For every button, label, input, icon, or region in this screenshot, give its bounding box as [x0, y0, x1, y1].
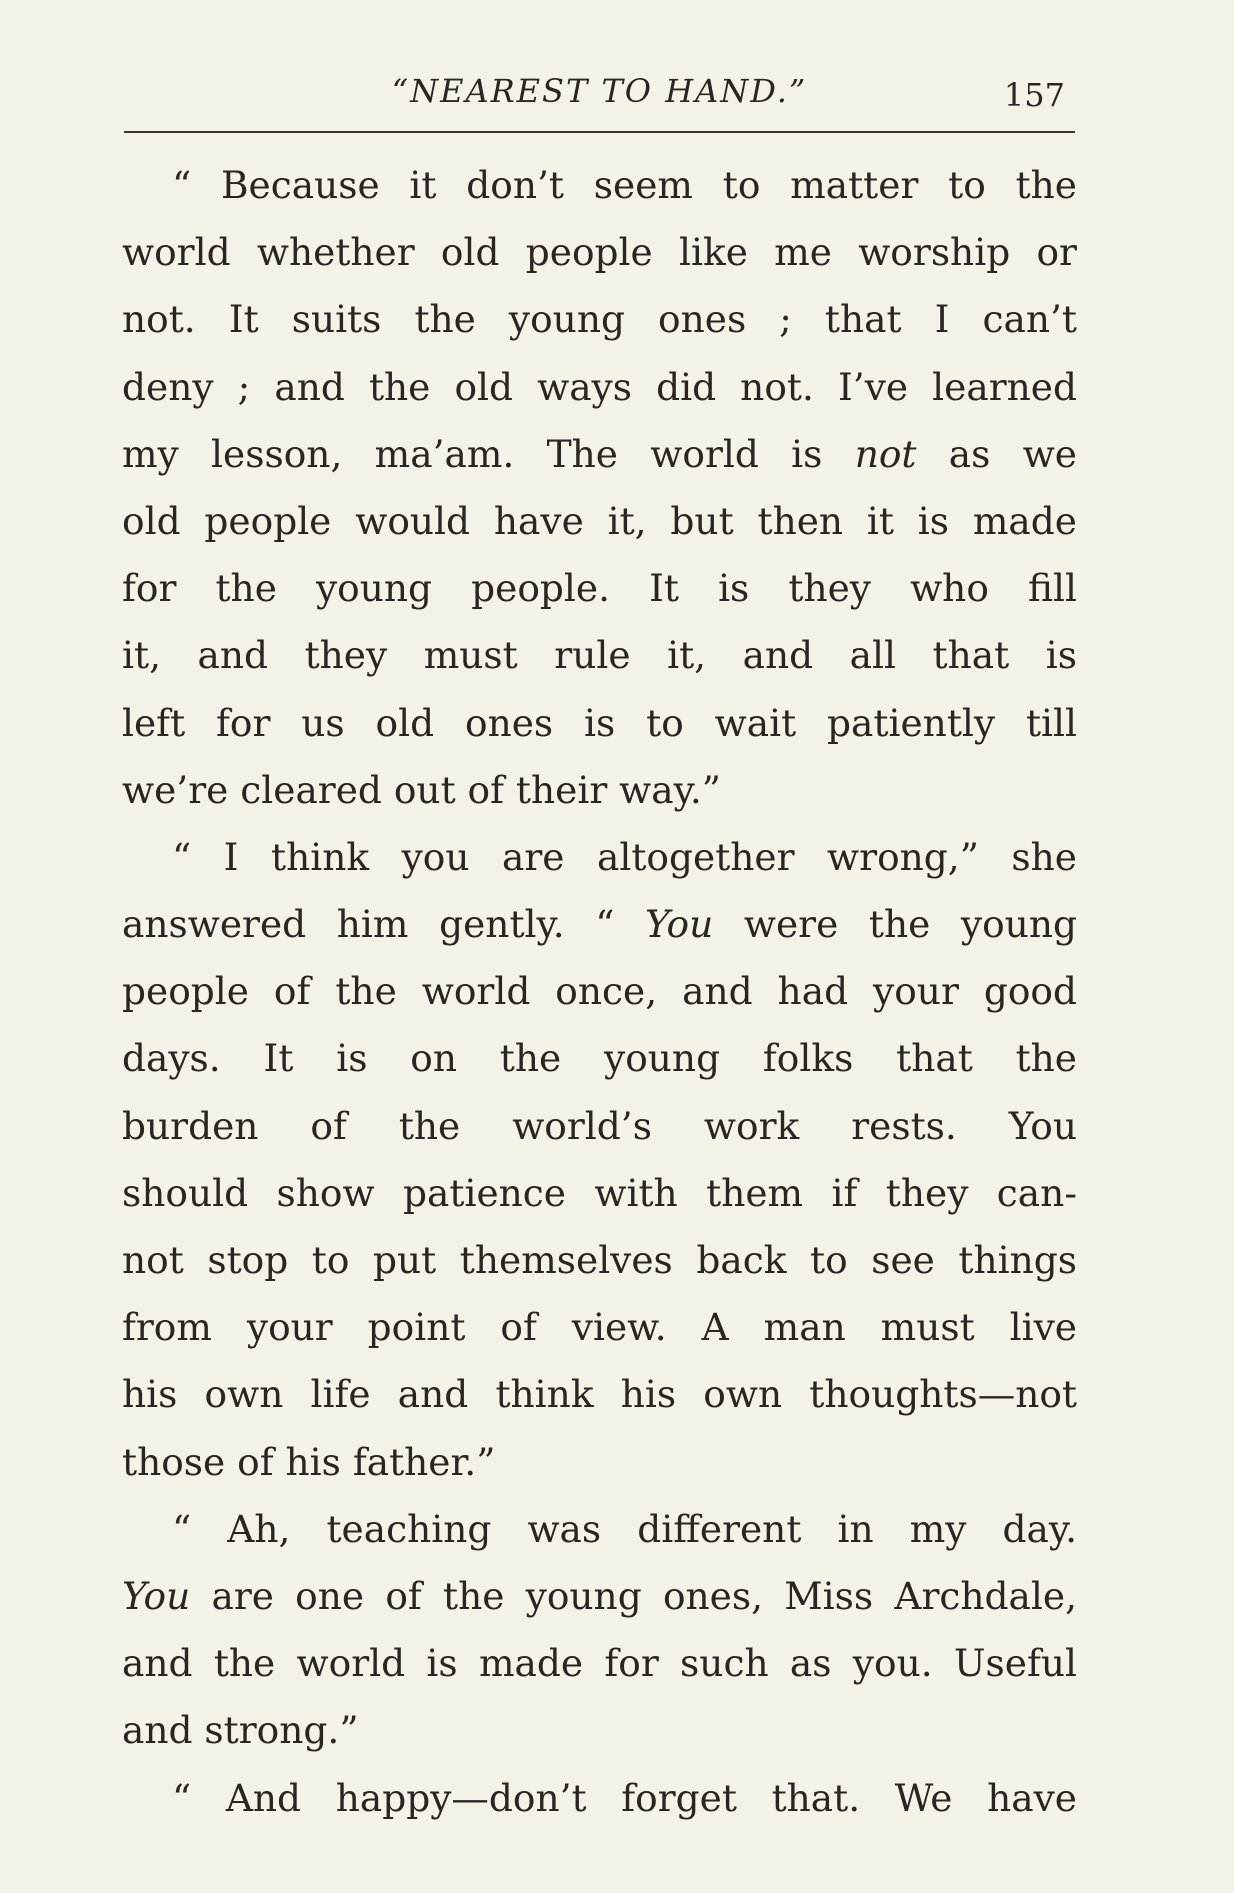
text-segment: answered him gently. “ [122, 902, 646, 947]
text-line: left for us old ones is to wait patiently till [122, 700, 1077, 745]
running-head [122, 72, 1077, 122]
text-line: it, and they must rule it, and all that is [122, 633, 1077, 678]
text-line: those of his father.” [122, 1439, 496, 1484]
italic-emphasis: not [854, 431, 917, 476]
text-line: “ I think you are altogether wrong,” she [172, 834, 1077, 879]
text-line: and strong.” [122, 1708, 359, 1753]
text-segment: as we [916, 431, 1077, 476]
text-line [122, 421, 1077, 488]
text-segment: my lesson, ma’am. The world is [122, 431, 855, 476]
body-text [122, 152, 1077, 1832]
text-line: days. It is on the young folks that the [122, 1036, 1077, 1081]
text-line: and the world is made for such as you. Useful [122, 1641, 1077, 1686]
text-line: not. It suits the young ones ; that I can’t [122, 297, 1077, 342]
text-line: people of the world once, and had your good [122, 969, 1077, 1014]
text-line: “ Because it don’t seem to matter to the [172, 163, 1077, 207]
text-line: “ And happy—don’t forget that. We have [172, 1775, 1077, 1820]
text-line: for the young people. It is they who fill [122, 566, 1077, 611]
text-line [122, 891, 1077, 958]
running-title: “NEAREST TO HAND.” [391, 72, 808, 110]
text-line: world whether old people like me worship or [122, 230, 1077, 275]
page-number: 157 [1003, 76, 1065, 114]
text-line [122, 1563, 1077, 1630]
header-rule [124, 131, 1075, 133]
text-line: “ Ah, teaching was different in my day. [172, 1506, 1077, 1551]
text-line: his own life and think his own thoughts—not [122, 1372, 1077, 1417]
text-line: burden of the world’s work rests. You [122, 1103, 1077, 1148]
text-line: old people would have it, but then it is made [122, 498, 1077, 543]
text-line: should show patience with them if they can- [122, 1170, 1077, 1215]
text-segment: are one of the young ones, Miss Archdale, [190, 1573, 1077, 1618]
italic-emphasis: You [122, 1573, 191, 1618]
text-line: deny ; and the old ways did not. I’ve learned [122, 364, 1077, 409]
text-segment: were the young [713, 902, 1077, 947]
text-line: not stop to put themselves back to see things [122, 1238, 1077, 1282]
text-line: from your point of view. A man must live [122, 1305, 1077, 1350]
text-line: we’re cleared out of their way.” [122, 767, 721, 812]
italic-emphasis: You [645, 902, 714, 947]
